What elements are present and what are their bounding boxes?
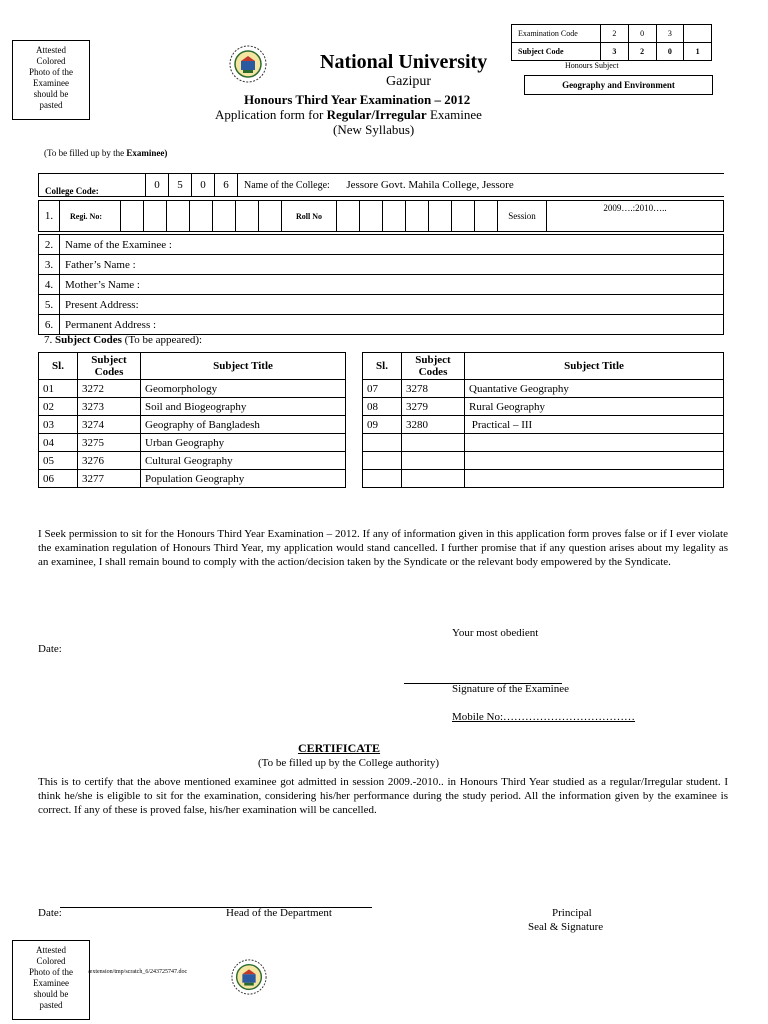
cell-sl: 07 (363, 380, 402, 398)
row-number: 3. (39, 255, 60, 275)
honours-subject-label: Honours Subject (565, 61, 619, 70)
date-label: Date: (38, 643, 62, 655)
session-label: Session (498, 201, 547, 232)
subject-table-left (38, 352, 346, 488)
cell-code: 3277 (78, 470, 141, 488)
mother-name-field[interactable]: Mother’s Name : (60, 275, 724, 295)
row-number: 6. (39, 315, 60, 335)
present-address-field[interactable]: Present Address: (60, 295, 724, 315)
cell-sl[interactable] (363, 434, 402, 452)
heading-rest: (To be appeared): (124, 334, 203, 346)
cell-title[interactable] (465, 470, 724, 488)
subject-code-digit: 0 (656, 43, 684, 61)
roll-box[interactable] (406, 201, 429, 232)
exam-code-digit: 2 (601, 25, 629, 43)
exam-code-label: Examination Code (512, 25, 601, 43)
table-row (363, 434, 724, 452)
cell-title[interactable] (465, 452, 724, 470)
photo-box-line: Examinee (33, 78, 69, 88)
row-number: 4. (39, 275, 60, 295)
table-row (39, 434, 346, 452)
head-of-department-label: Head of the Department (226, 907, 332, 919)
certificate-title: CERTIFICATE (298, 741, 381, 755)
row-number: 2. (39, 235, 60, 255)
cell-title: Rural Geography (465, 398, 724, 416)
detail-row-permanent-address (39, 315, 724, 335)
roll-box[interactable] (475, 201, 498, 232)
college-code-digit: 0 (192, 174, 215, 197)
cell-code: 3278 (402, 380, 465, 398)
detail-row-present-address (39, 295, 724, 315)
cell-title: Urban Geography (141, 434, 346, 452)
cell-code: 3276 (78, 452, 141, 470)
signature-label: Signature of the Examinee (452, 683, 569, 695)
roll-box[interactable] (337, 201, 360, 232)
table-row (363, 416, 724, 434)
cell-title: Quantative Geography (465, 380, 724, 398)
cell-sl: 04 (39, 434, 78, 452)
father-name-field[interactable]: Father’s Name : (60, 255, 724, 275)
header-title: Subject Title (465, 353, 724, 380)
instruction-prefix: (To be filled up by the (44, 148, 125, 158)
table-row (39, 470, 346, 488)
certificate-paragraph: This is to certify that the above mentioned examinee got admitted in session 2009.-2010.. in Honours Third Year studied as a regular/Irregular student. I think he/she is eligible to sit for the examination, considering his/her performance during the study period. All the information given by the examinee is correct. If any of these is proved false, his/her examination will be cancelled. (38, 776, 728, 816)
heading-number: 7. (44, 334, 53, 346)
regi-label: Regi. No: (60, 201, 121, 232)
cell-title[interactable] (465, 434, 724, 452)
photo-box-line: Photo of the (29, 967, 73, 977)
college-code-label: College Code: (39, 174, 146, 197)
subject-code-label: Subject Code (512, 43, 601, 61)
college-code-digit: 6 (215, 174, 238, 197)
college-name-field[interactable] (238, 174, 725, 197)
photo-box-bottom (12, 940, 90, 1020)
regi-box[interactable] (213, 201, 236, 232)
session-value[interactable]: 2009….:2010….. (547, 201, 724, 232)
photo-box-line: Attested (36, 945, 66, 955)
regi-box[interactable] (236, 201, 259, 232)
regi-box[interactable] (167, 201, 190, 232)
cell-sl: 01 (39, 380, 78, 398)
photo-box-line: Attested (36, 45, 66, 55)
regi-box[interactable] (190, 201, 213, 232)
examinee-instruction (44, 148, 167, 158)
photo-box-line: pasted (39, 100, 63, 110)
regi-box[interactable] (259, 201, 282, 232)
exam-code-digit: 3 (656, 25, 684, 43)
mobile-field[interactable]: Mobile No:……………………………… (452, 711, 636, 723)
regi-box[interactable] (121, 201, 144, 232)
exam-code-row (512, 25, 712, 43)
exam-code-digit (684, 25, 712, 43)
header-codes: Subject Codes (402, 353, 465, 380)
university-logo (228, 44, 268, 84)
roll-box[interactable] (383, 201, 406, 232)
cell-code: 3273 (78, 398, 141, 416)
footer-file-path: /extension/tmp/scratch_6/243725747.doc (88, 969, 188, 975)
subject-table-right (362, 352, 724, 488)
cell-sl: 02 (39, 398, 78, 416)
detail-row-father (39, 255, 724, 275)
table-row (39, 416, 346, 434)
subject-table-header (39, 353, 346, 380)
cell-code: 3272 (78, 380, 141, 398)
permanent-address-field[interactable]: Permanent Address : (60, 315, 724, 335)
exam-title: Honours Third Year Examination – 2012 (244, 92, 471, 107)
subject-codes-heading (44, 334, 202, 346)
cell-code: 3275 (78, 434, 141, 452)
cell-code: 3279 (402, 398, 465, 416)
subject-code-digit: 3 (601, 43, 629, 61)
exam-codes-table (511, 24, 712, 61)
cell-code: 3274 (78, 416, 141, 434)
roll-label: Roll No (282, 201, 337, 232)
header-title: Subject Title (141, 353, 346, 380)
header-codes: Subject Codes (78, 353, 141, 380)
photo-box-line: Colored (36, 56, 66, 66)
row-number: 5. (39, 295, 60, 315)
examinee-details-table (38, 234, 724, 335)
cell-sl[interactable] (363, 452, 402, 470)
cell-title: Cultural Geography (141, 452, 346, 470)
photo-box-line: Examinee (33, 978, 69, 988)
roll-box[interactable] (429, 201, 452, 232)
cell-code[interactable] (402, 452, 465, 470)
cell-code[interactable] (402, 470, 465, 488)
university-logo-bottom (230, 958, 268, 996)
syllabus-note: (New Syllabus) (333, 122, 415, 137)
examinee-name-field[interactable]: Name of the Examinee : (60, 235, 724, 255)
cell-sl: 08 (363, 398, 402, 416)
college-code-digit: 5 (169, 174, 192, 197)
row-number: 1. (39, 201, 60, 232)
table-row (363, 470, 724, 488)
city-name: Gazipur (386, 74, 432, 89)
certificate-subtitle: (To be filled up by the College authority) (258, 757, 439, 769)
seal-signature-label: Seal & Signature (528, 921, 604, 933)
form-title-prefix: Application form for (215, 107, 324, 122)
subject-code-row (512, 43, 712, 61)
college-name-label: Name of the College: (244, 180, 330, 191)
registration-row (38, 200, 724, 232)
roll-box[interactable] (452, 201, 475, 232)
photo-box-line: should be (33, 89, 69, 99)
table-row (39, 398, 346, 416)
cell-title: Population Geography (141, 470, 346, 488)
cell-title: Geomorphology (141, 380, 346, 398)
cell-sl: 05 (39, 452, 78, 470)
university-name: National University (320, 51, 488, 73)
header-sl: Sl. (363, 353, 402, 380)
heading-bold: Subject Codes (55, 334, 122, 346)
cell-sl: 06 (39, 470, 78, 488)
principal-label: Principal (552, 907, 592, 919)
header-sl: Sl. (39, 353, 78, 380)
college-name-value: Jessore Govt. Mahila College, Jessore (346, 179, 514, 191)
table-row (39, 380, 346, 398)
photo-box-line: Photo of the (29, 67, 73, 77)
college-code-digit: 0 (146, 174, 169, 197)
table-row (363, 452, 724, 470)
subject-table-header (363, 353, 724, 380)
photo-box-line: Colored (36, 956, 66, 966)
photo-box-top (12, 40, 90, 120)
detail-row-name (39, 235, 724, 255)
exam-code-digit: 0 (628, 25, 656, 43)
cell-title: Geography of Bangladesh (141, 416, 346, 434)
table-row (39, 452, 346, 470)
regi-box[interactable] (144, 201, 167, 232)
roll-box[interactable] (360, 201, 383, 232)
subject-code-digit: 1 (684, 43, 712, 61)
certificate-date-label: Date: (38, 907, 62, 919)
cell-sl[interactable] (363, 470, 402, 488)
cell-code[interactable] (402, 434, 465, 452)
form-title-bold: Regular/Irregular (326, 107, 427, 122)
instruction-bold: Examinee) (126, 148, 168, 158)
photo-box-line: pasted (39, 1000, 63, 1010)
college-row (38, 173, 724, 197)
cell-code: 3280 (402, 416, 465, 434)
photo-box-line: should be (33, 989, 69, 999)
cell-sl: 09 (363, 416, 402, 434)
form-title (215, 107, 482, 123)
obedient-text: Your most obedient (452, 627, 539, 639)
cell-title: Practical – III (465, 416, 724, 434)
table-row (363, 398, 724, 416)
declaration-paragraph: I Seek permission to sit for the Honours Third Year Examination – 2012. If any of information given in this application form proves false or if I ever violate the examination regulation of Honours Third Year, my application would stand cancelled. I further promise that if any question arises about my legality as an examinee, I shall remain bound to comply with the action/decision taken by the Syndicate or the relevant body empowered by the Syndicate. (38, 528, 728, 568)
detail-row-mother (39, 275, 724, 295)
cell-title: Soil and Biogeography (141, 398, 346, 416)
cell-sl: 03 (39, 416, 78, 434)
subject-code-digit: 2 (628, 43, 656, 61)
form-title-suffix: Examinee (429, 107, 482, 122)
honours-subject-value: Geography and Environment (524, 75, 713, 95)
table-row (363, 380, 724, 398)
